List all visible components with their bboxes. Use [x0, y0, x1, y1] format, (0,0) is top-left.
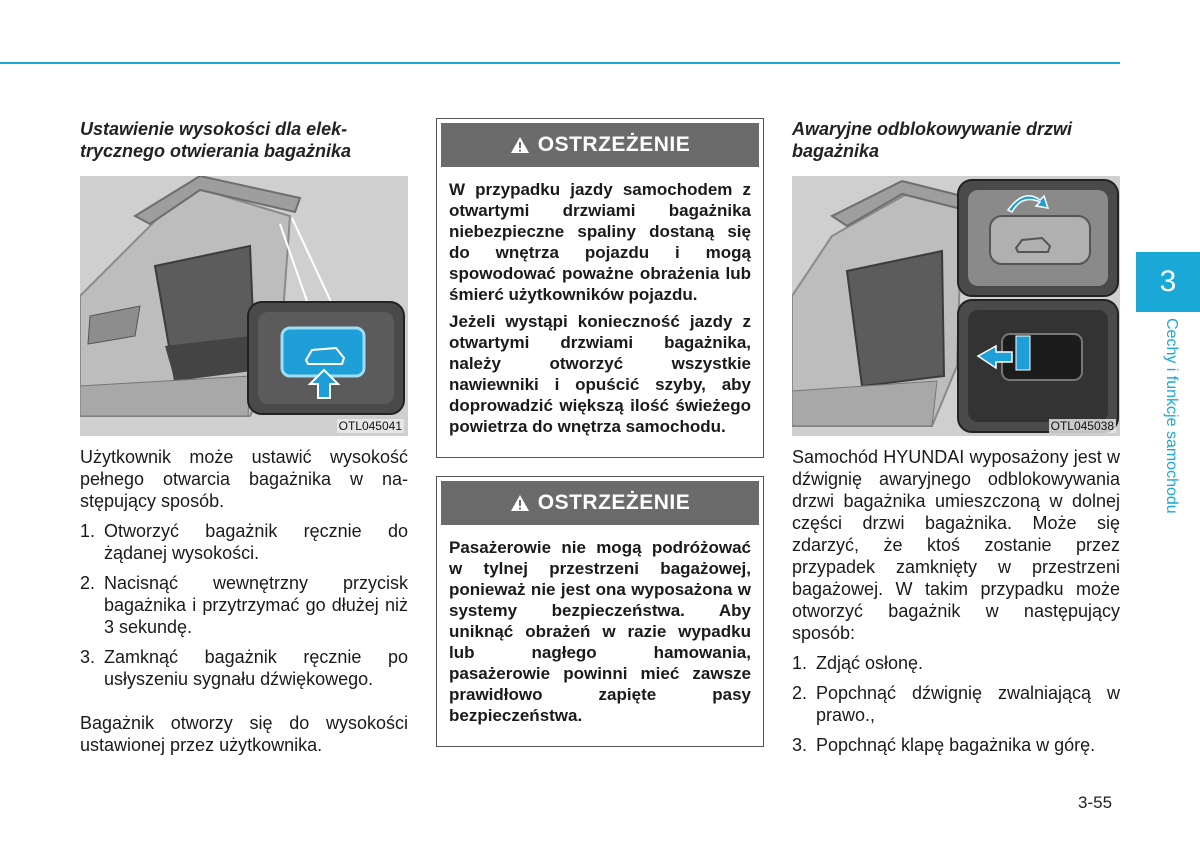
list-item: 2. Popchnąć dźwignię zwalniającą w prawo., — [792, 683, 1120, 725]
height-steps-list — [80, 520, 408, 690]
warning-header — [441, 481, 759, 525]
warning-triangle-icon — [510, 136, 530, 154]
open-trunk-illustration — [80, 176, 408, 436]
intro-text: Samochód HYUNDAI wyposażony jest w dźwignię awaryjnego odblokowywania drzwi bagażnika umieszczoną w dolnej części drzwi bagażnika. Może się zdarzyć, że ktoś zostanie przez przypadek zamknięty w przestrzeni bagażowej. W takim przypadku może otworzyć bagażnik w następujący sposób: — [792, 447, 1120, 643]
release-steps-list — [792, 652, 1120, 756]
list-item: 1. Zdjąć osłonę. — [792, 653, 924, 673]
warning-body — [437, 529, 763, 746]
trunk-button-icon — [282, 328, 364, 376]
warning-triangle-icon — [510, 494, 530, 512]
section-heading-emergency: Awaryjne odblokowywanie drzwi bagażnika — [792, 119, 1073, 161]
warning-title: OSTRZEŻENIE — [537, 133, 691, 156]
chapter-title-vertical: Cechy i funkcje samochodu — [1163, 318, 1180, 514]
right-column — [792, 118, 1120, 764]
warning-paragraph: Pasażerowie nie mogą podróżować w tylnej przestrzeni bagażowej, ponieważ nie jest ona wyposażona w systemy bezpieczeństwa. Aby uniknąć obrażeń w razie wypadku lub nagłego hamowania, pasażerowie powinni mieć zawsze prawidłowo zapięte pasy bezpieczeństwa. — [449, 538, 751, 725]
warning-title: OSTRZEŻENIE — [537, 491, 691, 514]
warning-paragraph: Jeżeli wystąpi konieczność jazdy z otwartymi drzwiami bagażnika, należy otworzyć wszystkie nawiewniki i opuścić szyby, aby doprowadzić większą ilość świeżego powietrza do wnętrza samochodu. — [449, 312, 751, 436]
middle-column — [436, 118, 764, 747]
figure-code: OTL045041 — [338, 419, 402, 433]
list-item: 3. Popchnąć klapę bagażnika w górę. — [792, 735, 1096, 755]
trunk-height-figure — [80, 176, 408, 436]
warning-paragraph: W przypadku jazdy samochodem z otwartymi drzwiami bagażnika niebezpieczne spaliny dostaną się do wnętrza pojazdu i mogą spowodować poważne obrażenia lub śmierć użytkowników pojazdu. — [449, 180, 751, 304]
list-item: 1. Otworzyć bagażnik ręcznie do żądanej wysokości. — [80, 521, 408, 563]
warning-header — [441, 123, 759, 167]
warning-box-exhaust — [436, 118, 764, 458]
page-number: 3-55 — [1078, 793, 1113, 812]
intro-text: Użytkownik może ustawić wysokość pełnego otwarcia bagażnika w następujący sposób. — [80, 447, 408, 511]
list-item: 3. Zamknąć bagażnik ręcznie po usłyszeniu sygnału dźwiękowego. — [80, 647, 408, 689]
emergency-release-figure — [792, 176, 1120, 436]
warning-box-passengers — [436, 476, 764, 747]
chapter-number-tab: 3 — [1136, 252, 1200, 312]
outro-text: Bagażnik otworzy się do wysokości ustawionej przez użytkownika. — [80, 713, 408, 755]
warning-body — [437, 171, 763, 457]
release-lever-icon — [1016, 336, 1030, 370]
list-item: 2. Nacisnąć wewnętrzny przycisk bagażnika i przytrzymać go dłużej niż 3 sekundę. — [80, 573, 408, 637]
figure-code: OTL045038 — [1050, 419, 1114, 433]
top-rule — [0, 62, 1120, 64]
left-column — [80, 118, 408, 756]
section-heading-height: Ustawienie wysokości dla elektrycznego otwierania bagażnika — [80, 119, 352, 161]
emergency-release-illustration — [792, 176, 1120, 436]
